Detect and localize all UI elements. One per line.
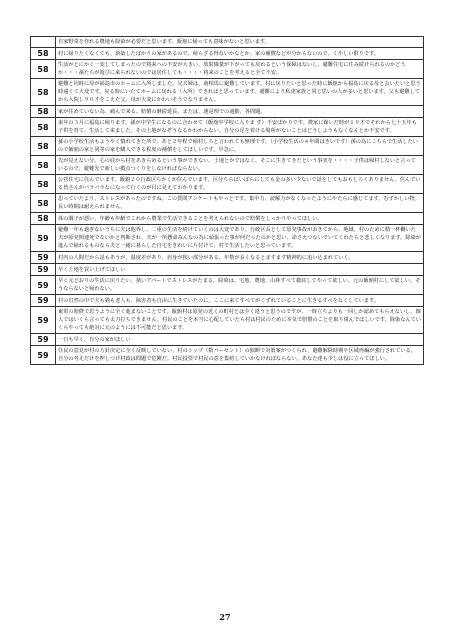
respondent-id: 58	[31, 118, 56, 137]
table-row	[31, 37, 424, 48]
respondent-id: 58	[31, 194, 56, 213]
comment-text: 孫の小学校生活もようやく慣れてきた所で、あと２年程で帰村しろと言われても無理です。（小学校生活の４年間はきいです）孫の為にこちらで生活したいので飯舘の家と同等の家を購入できる程度の補償をしてほしいです。早急に。	[56, 137, 424, 156]
respondent-id: 58	[31, 156, 56, 175]
respondent-id: 59	[31, 264, 56, 276]
table-row	[31, 264, 424, 276]
comment-text: 先が見えない分、心の底から村をあきらめるという事ができない。土地とかではなく、そこに生きてきたという事実を・・・・子供は帰村しないと言っているので、避難先で新しい拠点つくりをしなければならない。	[56, 156, 424, 175]
respondent-id	[31, 37, 56, 48]
comment-text: 体の調子が悪い。年齢も年齢でこれから農業で生活できることを考えられないので賠償をしっかりやってほしい。	[56, 213, 424, 225]
respondent-id: 58	[31, 175, 56, 194]
comment-text: 村内の人間だから話もあうが、温度差があり、肩身が狭い部分がある。年数が長くなるとますます精神的に追い込まれていく。	[56, 252, 424, 264]
table-row	[31, 194, 424, 213]
table-row	[31, 79, 424, 106]
comment-text: 村に帰りたくなくても、新築したばかりの家があるので、帰らざる得ないかなとか、家の補償などが分からないので、くやしい限りです。	[56, 48, 424, 60]
comment-text: 避難一年も過ぎないうちに夫は他界し、二重の生活を続けていくのは大変であり、行政区長として原発事故がおきてから、地域、村のために精一杯働いた夫が原発関連死でないかと判断され、夫が一所懸命みんなの為に頑張った事が何だったのかと思い、命さえつないでいてくれたらと悲しくなります。除染が進んで帰れるものなら夫と一緒に暮らした自宅をきれいに片付けて、村で生活したいと思っています。	[56, 225, 424, 252]
respondent-id: 59	[31, 252, 56, 264]
comment-text: 東電の賠償で思うように全く進まないことです。飯舘村は原発の近くの町村とは全く違うと思うのですが、一時立ちよりも一回しか認めてもらえないし、個人ではいくら言っても太刀打ちできません。村民のことを本当に心配していたら村は村民のために本気で賠償のことを取り組んでほしいです。除染なんていくらやっても絶対に元のようには不可能だと思います。	[56, 307, 424, 334]
comment-text: 村の自然の中で夫も猫も老人も、障害者も自由に生きていたのに。ここに来てすべてがくずれていることに生きるすべをなくしています。	[56, 295, 424, 307]
respondent-id: 58	[31, 60, 56, 79]
table-row	[31, 60, 424, 79]
comment-text: 早く土地を買い上げてほしい	[56, 264, 424, 276]
table-row	[31, 156, 424, 175]
table-row	[31, 137, 424, 156]
page-number: 27	[219, 612, 231, 622]
comment-text: 家が住めていない為、痛んで来る。賠償の継続延長、または、速是理での通勤、各問題。	[56, 106, 424, 118]
comment-text: 住民の意見が村の方針決定に全く反映していない。村のトップ（数パーセント）の独断で対策案がつくられ、避難解除時期や区域再編が強行されている。自分の考えだけを押しつけ村政は問題で危険だ。村民投票で村民の意を集約していかなければならない。あなた達も少しは役に立ってほしい。	[56, 346, 424, 365]
respondent-id: 59	[31, 346, 56, 365]
comment-text: 思っていたより、ストレスがあったのですね。この質問アンケートもやっとです。集中力、読解力がなくなったようにやたらに感じてます。むずかしい物。長い時間は耐えられません。	[56, 194, 424, 213]
comments-table	[30, 36, 424, 365]
table-row	[31, 295, 424, 307]
comments-page	[30, 36, 424, 365]
table-row	[31, 175, 424, 194]
table-row	[31, 225, 424, 252]
table-row	[31, 334, 424, 346]
comment-text: 一日も早く、自分の家がほしい	[56, 334, 424, 346]
respondent-id: 58	[31, 137, 56, 156]
table-row	[31, 276, 424, 295]
respondent-id: 59	[31, 334, 56, 346]
table-row	[31, 307, 424, 334]
comment-text: 早く元どおりの生活に戻りたい。狭いアパートでストレスがたまる。除染は、宅地、農地、山林すべて徹底してやって欲しい。元の飯舘村にして欲しい。そうならないと帰れない。	[56, 276, 424, 295]
respondent-id: 59	[31, 307, 56, 334]
comment-text: 生活がとにかく一変してしまったので将来への不安が大きい。放射線量が下がっても戻れるという保障はないし、避難住宅に住み続けられるのかどうか・・・孫たちが遊びに来られないのでは居住しても・・・・将来のことを考えると全て不安。	[56, 60, 424, 79]
respondent-id: 59	[31, 276, 56, 295]
comment-text: 公営住宅に住んでいます。飯舘２０行政区ちかくが住んでいます。区分ちらばいばらにしても金の多い少ないで話をしてもおもしろくありません。住んでいる皆さんがバラバラなになって行くのが目に見えてわかります。	[56, 175, 424, 194]
respondent-id: 58	[31, 106, 56, 118]
table-row	[31, 213, 424, 225]
table-row	[31, 118, 424, 137]
table-row	[31, 252, 424, 264]
comment-text: 自家野菜を作れる農地も除染が必要だと思います。飯舘に帰っても意味がないと思います。	[56, 37, 424, 48]
table-row	[31, 48, 424, 60]
respondent-id: 58	[31, 213, 56, 225]
respondent-id: 59	[31, 295, 56, 307]
respondent-id: 59	[31, 225, 56, 252]
table-row	[31, 346, 424, 365]
respondent-id: 58	[31, 79, 56, 106]
comment-text: 来年の３月に福島に帰ります。孫が中学生になるのに合わせて（飯舘中学校に入りま す）不安ばかりです。農家に嫁いだ時が１９才でそれから七十五年も子供を育て、生活して来ました。その土地がなぞうなるかわからない。自分の足を着ける場所がないことはどうしようもなくなんとか不安です。	[56, 118, 424, 137]
respondent-id: 58	[31, 48, 56, 60]
comment-text: 避難と同時に母が福島市のホームに入所しました。兄夫婦は、南相馬に避難しています。村に戻りたいと思った時に飯舘から福島に戻る母と会いたいと思う時遠くて大変です。戻る時にいたてホームに戻れる（入所）できればと思っています。避難により私達家族と同じ思いの人が多いと思います。父も避難してから入院し９０才をこえた父、母が大変にかわいそうでなりません。	[56, 79, 424, 106]
table-row	[31, 106, 424, 118]
